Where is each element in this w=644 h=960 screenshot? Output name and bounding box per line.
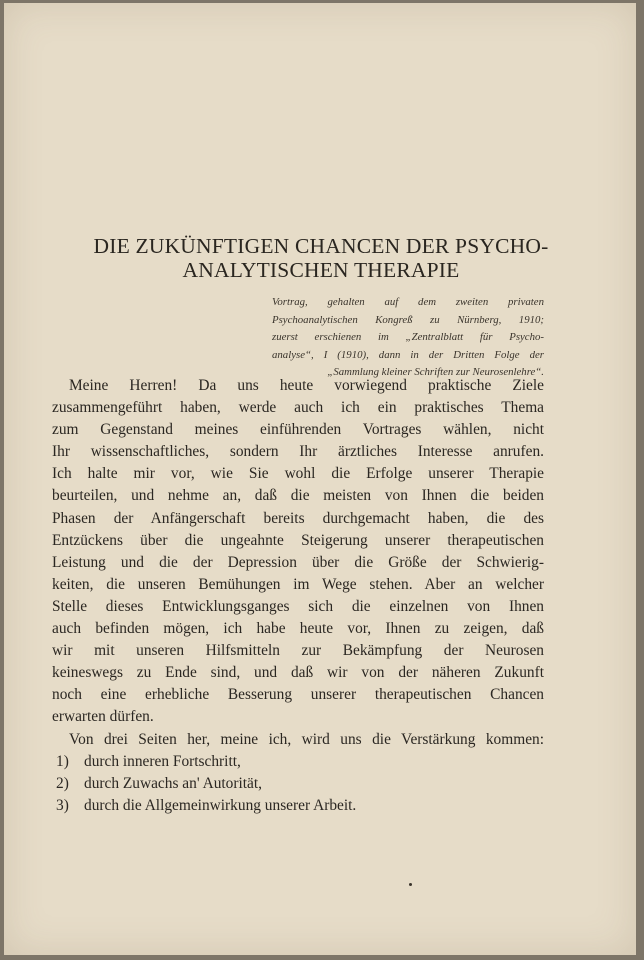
list-item-number: 1) bbox=[56, 752, 69, 770]
list-item-text: durch die Allgemeinwirkung unserer Arbeit. bbox=[84, 796, 357, 814]
source-note-line: „Sammlung kleiner Schriften zur Neurosenlehre“. bbox=[327, 366, 544, 378]
list-item bbox=[52, 773, 544, 795]
text-line: Phasen der Anfängerschaft bereits durchgemacht haben, die des bbox=[52, 509, 544, 527]
text-line: Meine Herren! Da uns heute vorwiegend praktische Ziele bbox=[69, 377, 544, 394]
book-page bbox=[4, 3, 636, 955]
source-note-line: zuerst erschienen im „Zentralblatt für Psycho- bbox=[272, 331, 544, 343]
list-item-number: 2) bbox=[56, 774, 69, 792]
text-line: Von drei Seiten her, meine ich, wird uns die Verstärkung kommen: bbox=[69, 730, 544, 748]
text-line: keiten, die unseren Bemühungen im Wege stehen. Aber an welcher bbox=[52, 575, 544, 593]
paragraph-2 bbox=[52, 729, 544, 751]
list-item-text: durch Zuwachs an' Autorität, bbox=[84, 774, 263, 792]
source-note-line: Psychoanalytischen Kongreß zu Nürnberg, 1910; bbox=[272, 313, 544, 326]
numbered-list bbox=[52, 751, 544, 817]
ink-speck bbox=[409, 883, 412, 886]
text-line: erwarten dürfen. bbox=[52, 708, 154, 726]
chapter-title-line-1: DIE ZUKÜNFTIGEN CHANCEN DER PSYCHO- bbox=[93, 234, 549, 258]
source-note-line: analyse“, I (1910), dann in der Dritten Folge der bbox=[272, 348, 544, 361]
source-note bbox=[272, 294, 544, 382]
text-line: Entzückens über die ungeahnte Steigerung unserer therapeutischen bbox=[52, 531, 544, 549]
text-line: Ich halte mir vor, wie Sie wohl die Erfolge unserer Therapie bbox=[52, 465, 544, 483]
chapter-title bbox=[34, 234, 608, 282]
source-note-line: Vortrag, gehalten auf dem zweiten privaten bbox=[272, 296, 544, 308]
text-line: zum Gegenstand meines einführenden Vortrages wählen, nicht bbox=[52, 421, 544, 439]
text-line: Leistung und die der Depression über die Größe der Schwierig- bbox=[52, 553, 544, 571]
list-item-number: 3) bbox=[56, 796, 69, 814]
text-line: Stelle dieses Entwicklungsganges sich die einzelnen von Ihnen bbox=[52, 597, 544, 615]
text-line: keineswegs zu Ende sind, und daß wir von der näheren Zukunft bbox=[52, 664, 544, 682]
text-line: Ihr wissenschaftliches, sondern Ihr ärztliches Interesse anrufen. bbox=[52, 443, 544, 461]
list-item bbox=[52, 751, 544, 773]
paragraph-1 bbox=[52, 375, 544, 729]
text-line: auch befinden mögen, ich habe heute vor, Ihnen zu zeigen, daß bbox=[52, 620, 544, 638]
text-line: noch eine erhebliche Besserung unserer therapeutischen Chancen bbox=[52, 686, 544, 704]
text-line: zusammengeführt haben, werde auch ich ein praktisches Thema bbox=[52, 399, 544, 417]
list-item-text: durch inneren Fortschritt, bbox=[84, 752, 241, 770]
body-text bbox=[52, 375, 544, 817]
text-line: beurteilen, und nehme an, daß die meisten von Ihnen die beiden bbox=[52, 487, 544, 505]
chapter-title-line-2: ANALYTISCHEN THERAPIE bbox=[182, 258, 460, 282]
text-line: wir mit unseren Hilfsmitteln zur Bekämpfung der Neurosen bbox=[52, 642, 544, 660]
list-item bbox=[52, 795, 544, 817]
